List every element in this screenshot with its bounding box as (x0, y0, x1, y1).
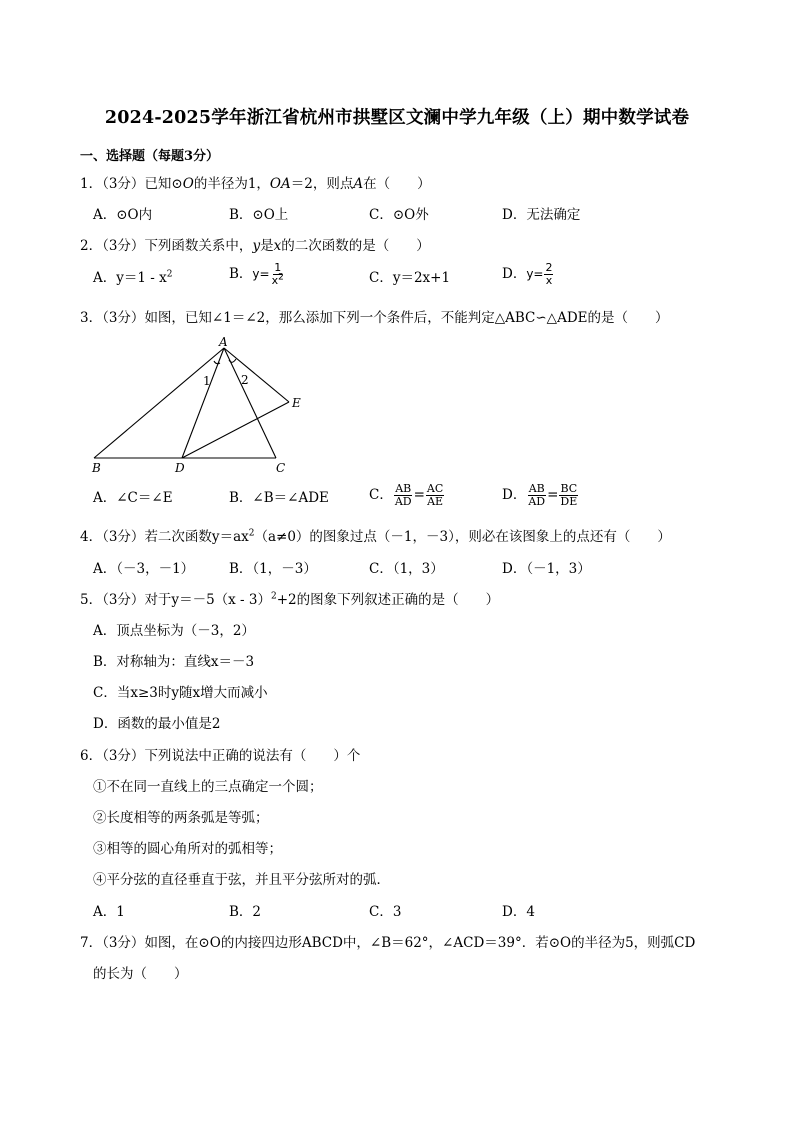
option-c: C．3 (369, 904, 402, 920)
option-d: D．4 (502, 904, 535, 920)
question-score: （3分） (102, 238, 145, 254)
option-c: C．（1，3） (369, 561, 444, 577)
question-number: 1． (80, 176, 103, 192)
option-b: B．⊙O上 (229, 207, 289, 223)
fraction (544, 262, 553, 287)
option-a: A．（－3，－1） (93, 561, 195, 577)
statement-1: ①不在同一直线上的三点确定一个圆； (93, 779, 323, 795)
question-text: （a≠0）的图象过点（－1，－3），则必在该图象上的点还有（ ） (254, 529, 671, 545)
option-text: y= (526, 267, 544, 281)
numerator: AB (395, 482, 412, 495)
option-d (502, 262, 554, 287)
denominator (271, 272, 285, 287)
option-a (93, 269, 172, 287)
numerator: AB (528, 482, 545, 495)
option-d (502, 483, 579, 508)
option-c (369, 483, 445, 508)
option-text: y= (252, 267, 270, 281)
point-label-D: D (175, 461, 185, 475)
numerator: 1 (274, 261, 282, 274)
option-c: C．当x≥3时y随x增大而减小 (93, 685, 268, 701)
exponent: 2 (248, 528, 255, 539)
math-var: y (252, 238, 261, 254)
option-c: C．y＝2x+1 (369, 270, 451, 286)
option-label: D． (502, 266, 527, 282)
fraction (426, 483, 444, 508)
denominator: AD (528, 495, 546, 508)
option-label: C． (369, 487, 393, 503)
option-b: B．（1，－3） (229, 561, 317, 577)
triangle-figure (90, 335, 320, 477)
option-a: A．顶点坐标为（－3，2） (93, 623, 255, 639)
segment-AB (94, 348, 224, 458)
numerator: BC (560, 482, 578, 495)
math-var: x (273, 238, 282, 254)
denominator-text: x (271, 274, 279, 287)
option-b: B．∠B＝∠ADE (229, 490, 329, 506)
math-var: A (353, 176, 364, 192)
option-b (229, 262, 286, 287)
question-score: （3分） (102, 592, 145, 608)
fraction (527, 483, 546, 508)
question-text: 如图，已知∠1＝∠2，那么添加下列一个条件后，不能判定△ABC∽△ADE的是（ ） (144, 310, 669, 326)
question-7-continued: 的长为（ ） (93, 966, 188, 982)
segment-AC (224, 348, 276, 458)
statement-2: ②长度相等的两条弧是等弧； (93, 810, 269, 826)
denominator: x (545, 274, 553, 287)
denominator: AE (427, 495, 444, 508)
angle-label-2: 2 (241, 373, 249, 387)
question-text: 已知⊙ (144, 176, 183, 192)
option-d: D．无法确定 (502, 207, 581, 223)
segment-AE (224, 348, 289, 402)
page-title: 2024-2025学年浙江省杭州市拱墅区文澜中学九年级（上）期中数学试卷 (104, 108, 690, 128)
question-score: （3分） (102, 935, 145, 951)
fraction (271, 262, 285, 287)
point-label-A: A (219, 335, 228, 349)
question-text: 如图，在⊙O的内接四边形ABCD中，∠B＝62°，∠ACD＝39°．若⊙O的半径为5，则弧CD (144, 935, 696, 951)
question-number: 5． (80, 592, 103, 608)
math-var: O (182, 176, 194, 192)
option-a: A．1 (93, 904, 125, 920)
question-text: 下列函数关系中， (144, 238, 253, 254)
question-score: （3分） (102, 529, 145, 545)
option-a: A．∠C＝∠E (93, 490, 173, 506)
question-1 (80, 175, 431, 193)
question-3 (80, 309, 669, 327)
math-var: OA (269, 176, 291, 192)
segment-AD (182, 348, 224, 458)
statement-3: ③相等的圆心角所对的弧相等； (93, 841, 282, 857)
equals: = (547, 487, 559, 503)
question-text: 对于y＝－5（x - 3） (144, 592, 271, 608)
option-d: D．（－1，3） (502, 561, 591, 577)
angle-label-1: 1 (203, 374, 211, 388)
question-text: 下列说法中正确的说法有（ ）个 (144, 748, 361, 764)
option-b: B．对称轴为：直线x＝－3 (93, 654, 255, 670)
question-score: （3分） (102, 748, 145, 764)
numerator: 2 (545, 261, 553, 274)
question-number: 6． (80, 748, 103, 764)
point-label-C: C (276, 461, 286, 475)
question-text: +2的图象下列叙述正确的是（ ） (276, 592, 500, 608)
section-heading: 一、选择题（每题3分） (80, 149, 220, 164)
question-5 (80, 591, 499, 609)
question-text: 的二次函数的是（ ） (281, 238, 430, 254)
option-a: A．⊙O内 (93, 207, 153, 223)
exponent: 2 (166, 269, 173, 280)
question-number: 2． (80, 238, 103, 254)
question-score: （3分） (102, 176, 145, 192)
denominator: DE (560, 495, 578, 508)
equals: = (413, 487, 425, 503)
question-text: 在（ ） (363, 176, 431, 192)
fraction (559, 483, 578, 508)
question-number: 3． (80, 310, 103, 326)
question-text: ＝2，则点 (290, 176, 354, 192)
angle-2-arc (229, 359, 236, 362)
question-score: （3分） (102, 310, 145, 326)
fraction (394, 483, 413, 508)
denominator: AD (394, 495, 412, 508)
question-number: 7． (80, 935, 103, 951)
exponent: 2 (278, 272, 284, 283)
option-label: D． (502, 487, 527, 503)
question-number: 4． (80, 529, 103, 545)
point-label-E: E (292, 396, 301, 410)
question-2 (80, 237, 430, 255)
option-b: B．2 (229, 904, 262, 920)
option-c: C．⊙O外 (369, 207, 429, 223)
question-text: 是 (260, 238, 274, 254)
question-7 (80, 934, 695, 952)
option-label: B． (229, 266, 253, 282)
question-text: 若二次函数y＝ax (144, 529, 249, 545)
segment-DE (182, 402, 289, 458)
option-d: D．函数的最小值是2 (93, 716, 221, 732)
statement-4: ④平分弦的直径垂直于弦，并且平分弦所对的弧． (93, 872, 390, 888)
exponent: 2 (271, 591, 277, 602)
option-text: A．y＝1 - x (93, 270, 167, 286)
question-text: 的半径为1， (193, 176, 270, 192)
point-label-B: B (92, 461, 101, 475)
question-4 (80, 528, 671, 546)
numerator: AC (426, 482, 444, 495)
question-6 (80, 747, 360, 765)
